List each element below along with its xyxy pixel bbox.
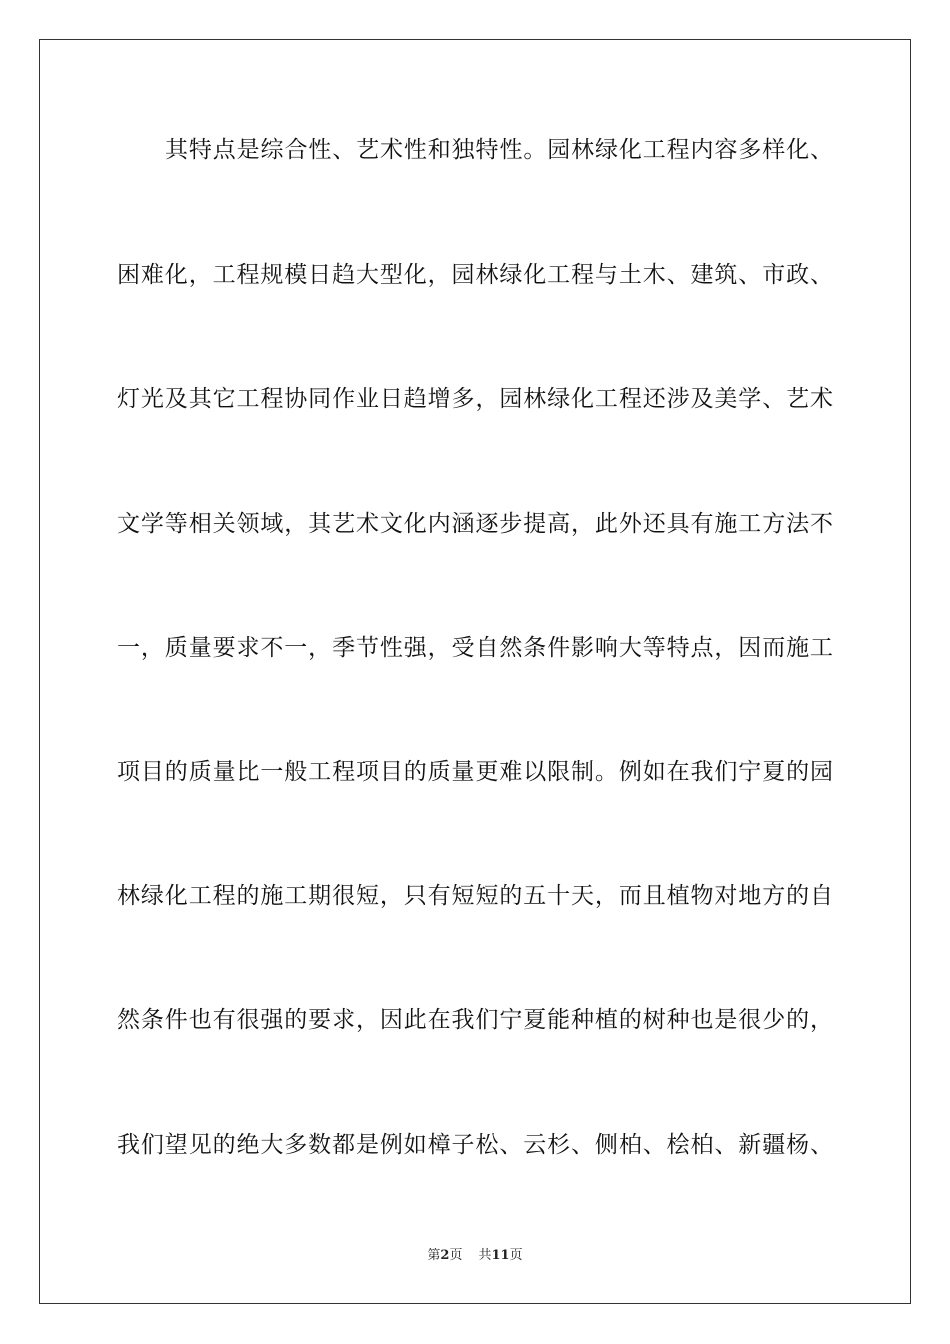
paragraph-line: 项目的质量比一般工程项目的质量更难以限制。例如在我们宁夏的园 <box>117 759 833 785</box>
total-pages: 11 <box>491 1248 510 1263</box>
paragraph-line: 然条件也有很强的要求，因此在我们宁夏能种植的树种也是很少的， <box>117 1007 833 1033</box>
page-number: 2 <box>440 1248 450 1263</box>
total-prefix: 共 <box>478 1248 492 1263</box>
page-footer <box>0 1247 950 1265</box>
paragraph-line: 灯光及其它工程协同作业日趋增多，园林绿化工程还涉及美学、艺术 <box>117 386 833 412</box>
page-prefix: 第 <box>427 1248 441 1263</box>
paragraph-line: 林绿化工程的施工期很短，只有短短的五十天，而且植物对地方的自 <box>117 883 833 909</box>
total-suffix: 页 <box>509 1248 523 1263</box>
paragraph-line: 一，质量要求不一，季节性强，受自然条件影响大等特点，因而施工 <box>117 635 833 661</box>
paragraph-line: 困难化，工程规模日趋大型化，园林绿化工程与土木、建筑、市政、 <box>117 262 833 288</box>
page-border <box>39 39 911 1304</box>
page-suffix: 页 <box>449 1248 463 1263</box>
paragraph-line: 其特点是综合性、艺术性和独特性。园林绿化工程内容多样化、 <box>165 137 833 163</box>
paragraph-line: 我们望见的绝大多数都是例如樟子松、云杉、侧柏、桧柏、新疆杨、 <box>117 1132 833 1158</box>
paragraph-line: 文学等相关领域，其艺术文化内涵逐步提高，此外还具有施工方法不 <box>117 511 833 537</box>
